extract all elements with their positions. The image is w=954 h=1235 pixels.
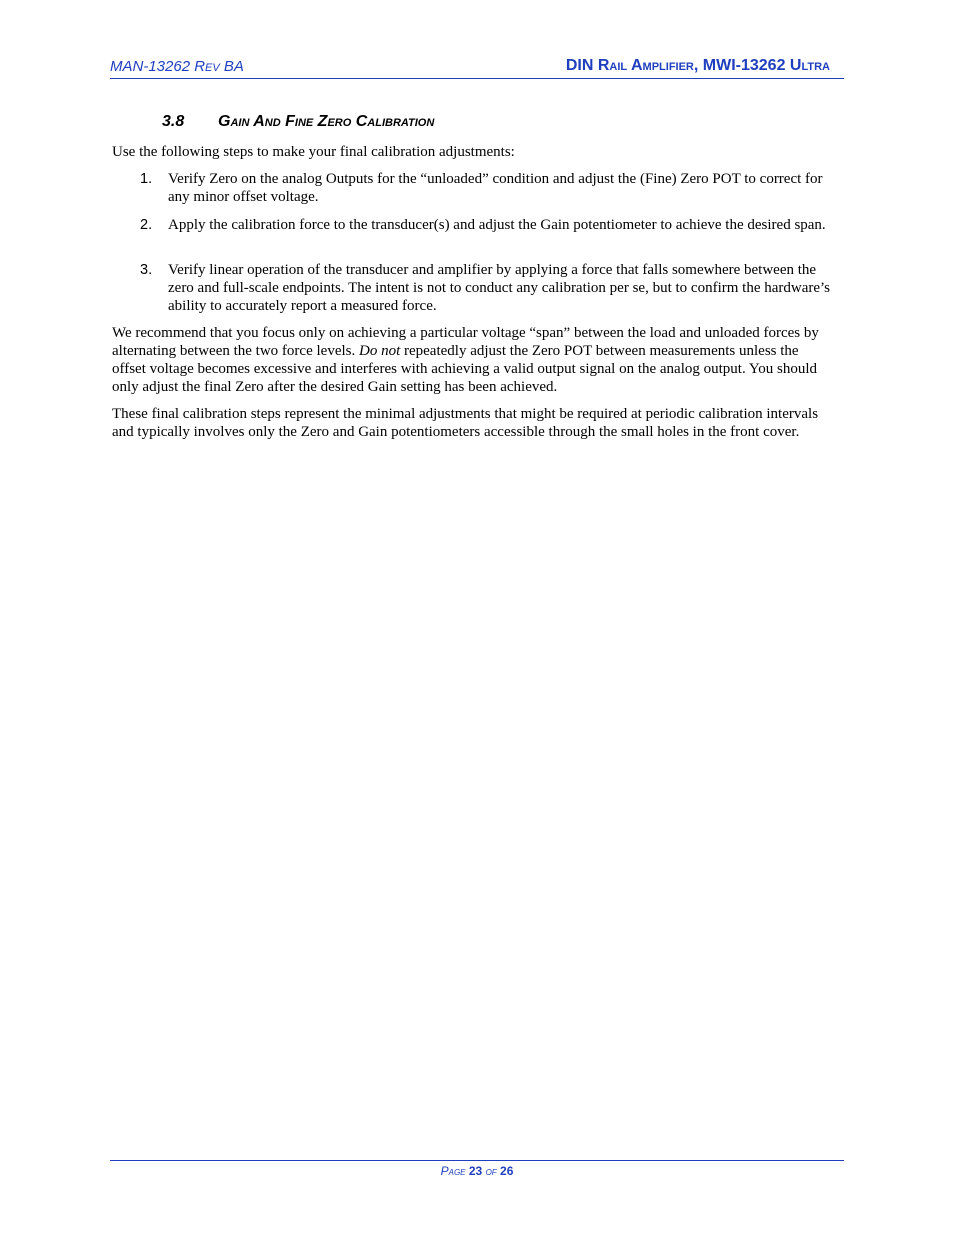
title-part-4: mplifier xyxy=(642,57,694,74)
of-label: of xyxy=(485,1164,497,1178)
list-item-number: 2. xyxy=(140,217,153,233)
footer-divider xyxy=(110,1160,844,1161)
list-item-text: Verify linear operation of the transducer and amplifier by applying a force that falls somewhere between the zero and full-scale endpoints. The intent is not to conduct any calibration per se, but to confirm the hardware’s ability to accurately report a measured force. xyxy=(168,262,831,314)
list-item-number: 3. xyxy=(140,262,153,278)
page-header xyxy=(110,58,844,79)
recommendation-emphasis: Do not xyxy=(358,343,401,359)
title-part-1: DIN R xyxy=(565,57,610,74)
title-part-2: ail xyxy=(609,57,628,74)
page-label: Page xyxy=(440,1164,466,1178)
intro-paragraph: Use the following steps to make your final calibration adjustments: xyxy=(112,144,515,160)
list-item-number: 1. xyxy=(140,171,153,187)
document-id xyxy=(110,58,244,75)
recommendation-text-after: repeatedly adjust the Zero POT between measurements unless the offset voltage becomes excessive and interferes with achieving a valid output signal on the analog output. You should only adjust the final Zero after the desired Gain setting has been achieved. xyxy=(112,343,817,395)
recommendation-paragraph xyxy=(112,324,834,396)
section-title: Gain And Fine Zero Calibration xyxy=(218,113,435,130)
page-number: 23 xyxy=(468,1164,483,1178)
section-number: 3.8 xyxy=(162,113,185,130)
section-heading xyxy=(162,113,434,131)
recommendation-text-before: We recommend that you focus only on achieving a particular voltage “span” between the load and unloaded forces by alternating between the two force levels. xyxy=(112,325,819,359)
list-item-text: Verify Zero on the analog Outputs for the “unloaded” condition and adjust the (Fine) Zero POT to correct for any minor offset voltage. xyxy=(168,171,823,205)
title-part-6: ltra xyxy=(801,57,830,74)
document-id-suffix: BA xyxy=(219,58,244,75)
title-part-5: , MWI-13262 U xyxy=(693,57,802,74)
document-title xyxy=(566,57,830,75)
summary-paragraph: These final calibration steps represent the minimal adjustments that might be required at periodic calibration intervals and typically involves only the Zero and Gain potentiometers accessible through the small holes in the front cover. xyxy=(112,406,819,440)
page-footer xyxy=(110,1164,844,1178)
list-item-text: Apply the calibration force to the transducer(s) and adjust the Gain potentiometer to achieve the desired span. xyxy=(168,217,826,233)
document-id-prefix: MAN-13262 R xyxy=(110,58,206,75)
page-total: 26 xyxy=(500,1164,514,1178)
title-part-3: A xyxy=(627,57,643,74)
document-id-small: ev xyxy=(205,58,220,75)
